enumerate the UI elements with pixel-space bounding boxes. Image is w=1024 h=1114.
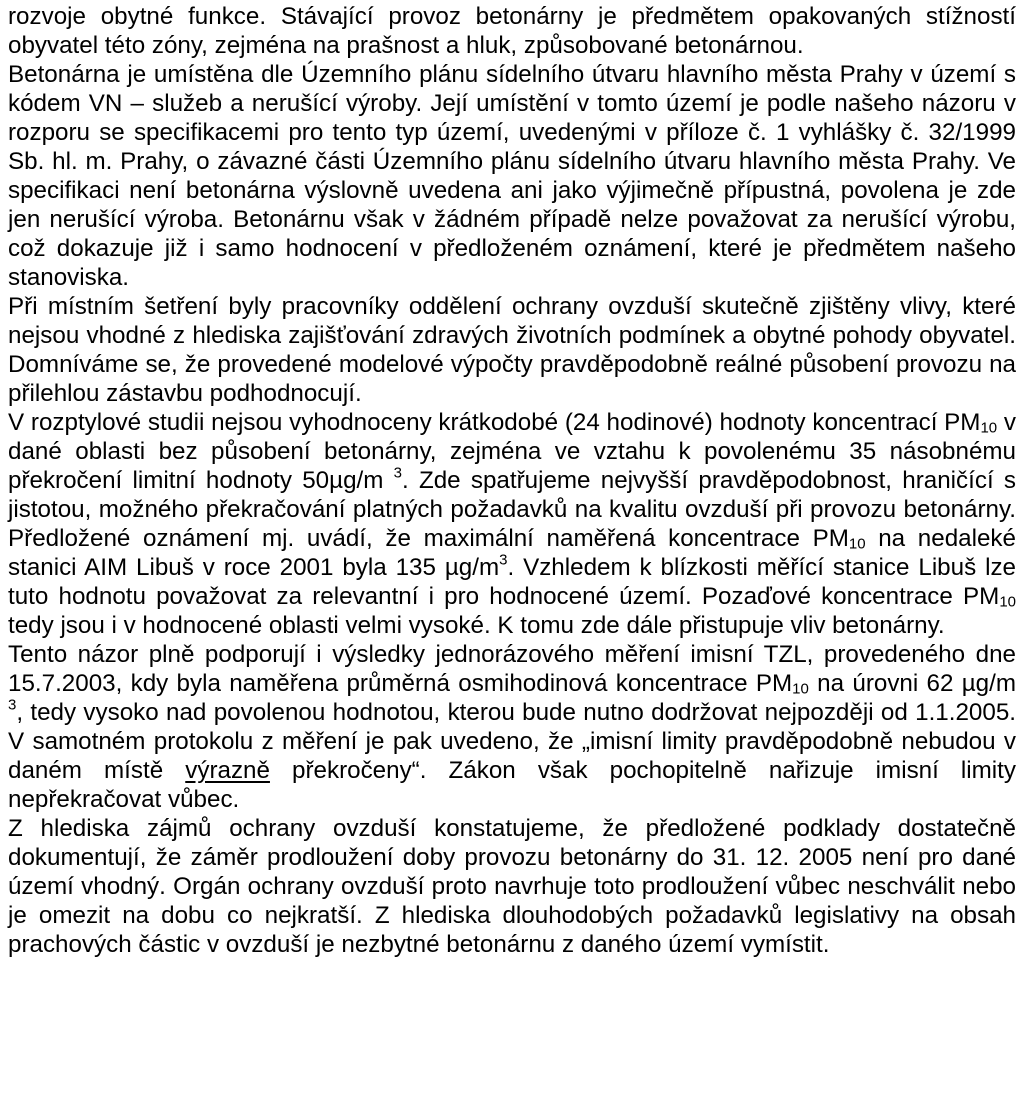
text-run: . Vzhledem k blízkosti měřící stanice Libuš lze tuto hodnotu považovat za relevantní i pro hodnocené území. Pozaďové koncentrace PM [8,554,1016,610]
subscript-text: 10 [999,593,1016,611]
subscript-text: 10 [792,680,809,698]
superscript-text: 3 [393,464,402,482]
paragraph-conclusion [8,814,1016,959]
text-run: . Zde spatřujeme nejvyšší pravděpodobnost, hraničící s jistotou, možného překračování platných požadavků na kvalitu ovzduší při provozu betonárny. Předložené oznámení mj. uvádí, že maximální naměřená koncentrace PM [8,467,1016,552]
text-run: na nedaleké stanici AIM Libuš v roce 2001 byla 135 µg/m [8,525,1016,581]
text-run: V rozptylové studii nejsou vyhodnoceny krátkodobé (24 hodinové) hodnoty koncentrací PM [8,409,981,436]
underlined-text: výrazně [185,757,270,784]
text-run: rozvoje obytné funkce. Stávající provoz betonárny je předmětem opakovaných stížností obyvatel této zóny, zejména na prašnost a hluk, způsobované betonárnou. [8,3,1016,59]
paragraph-zoning [8,60,1016,292]
subscript-text: 10 [980,419,998,437]
text-run: Betonárna je umístěna dle Územního plánu sídelního útvaru hlavního města Prahy v území s kódem VN – služeb a nerušící výroby. Její umístění v tomto území je podle našeho názoru v rozporu se specifikacemi pro tento typ území, uvedenými v příloze č. 1 vyhlášky č. 32/1999 Sb. hl. m. Prahy, o závazné části Územního plánu sídelního útvaru hlavního města Prahy. Ve specifikaci není betonárna výslovně uvedena ani jako výjimečně přípustná, povolena je zde jen nerušící výroba. Betonárnu však v žádném případě nelze považovat za nerušící výrobu, což dokazuje již i samo hodnocení v předloženém oznámení, které je předmětem našeho stanoviska. [8,61,1016,291]
subscript-text: 10 [848,535,866,553]
paragraph-inspection [8,292,1016,408]
paragraph-measurement [8,640,1016,814]
text-run: tedy jsou i v hodnocené oblasti velmi vysoké. K tomu zde dále přistupuje vliv betonárny. [8,612,945,639]
text-run: Při místním šetření byly pracovníky oddělení ochrany ovzduší skutečně zjištěny vlivy, které nejsou vhodné z hlediska zajišťování zdravých životních podmínek a obytné pohody obyvatel. Domníváme se, že provedené modelové výpočty pravděpodobně reálné působení provozu na přilehlou zástavbu podhodnocují. [8,293,1016,407]
paragraph-dispersion-study [8,408,1016,640]
superscript-text: 3 [8,696,17,714]
text-run: překročeny“. Zákon však pochopitelně nařizuje imisní limity nepřekračovat vůbec. [8,757,1016,813]
paragraph-intro [8,2,1016,60]
text-run: Z hlediska zájmů ochrany ovzduší konstatujeme, že předložené podklady dostatečně dokumentují, že záměr prodloužení doby provozu betonárny do 31. 12. 2005 není pro dané území vhodný. Orgán ochrany ovzduší proto navrhuje toto prodloužení vůbec neschválit nebo je omezit na dobu co nejkratší. Z hlediska dlouhodobých požadavků legislativy na obsah prachových částic v ovzduší je nezbytné betonárnu z daného území vymístit. [8,815,1016,958]
text-run: v dané oblasti bez působení betonárny, zejména ve vztahu k povolenému 35 násobnému překročení limitní hodnoty 50µg/m [8,409,1016,494]
text-run: , tedy vysoko nad povolenou hodnotou, kterou bude nutno dodržovat nejpozději od 1.1.2005. V samotném protokolu z měření je pak uvedeno, že „imisní limity pravděpodobně nebudou v daném místě [8,699,1016,784]
text-run: Tento názor plně podporují i výsledky jednorázového měření imisní TZL, provedeného dne 15.7.2003, kdy byla naměřena průměrná osmihodinová koncentrace PM [8,641,1016,697]
superscript-text: 3 [499,551,508,569]
text-run: na úrovni 62 µg/m [808,670,1016,697]
